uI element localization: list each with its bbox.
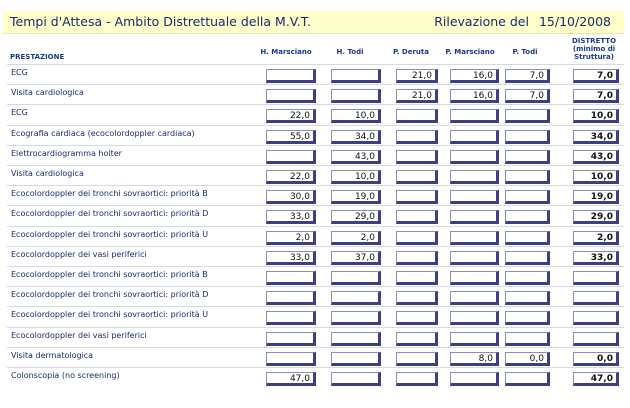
p-deruta-field[interactable]: [396, 291, 438, 305]
p-marsciano-field[interactable]: [450, 332, 499, 346]
p-deruta-field[interactable]: [396, 251, 438, 265]
distretto-field[interactable]: 47,0: [573, 372, 619, 386]
column-header-prestazione: PRESTAZIONE: [10, 53, 65, 61]
p-marsciano-field[interactable]: [450, 150, 499, 164]
p-marsciano-field[interactable]: [450, 372, 499, 386]
p-marsciano-field[interactable]: [450, 170, 499, 184]
prestazione-label: Ecocolordoppler dei tronchi sovraortici: priorità U: [11, 310, 209, 320]
table-row: [7, 205, 624, 226]
prestazione-label: Visita dermatologica: [11, 350, 94, 360]
p-deruta-field[interactable]: [396, 170, 438, 184]
prestazione-label: Ecocolordoppler dei tronchi sovraortici: priorità D: [11, 209, 209, 219]
h-todi-field[interactable]: 10,0: [331, 109, 381, 123]
h-todi-field[interactable]: [331, 89, 381, 103]
p-todi-field[interactable]: 0,0: [505, 352, 550, 366]
distretto-field[interactable]: 34,0: [573, 130, 619, 144]
column-header-p-marsciano: P. Marsciano: [445, 48, 495, 56]
h-todi-field[interactable]: [331, 372, 381, 386]
p-marsciano-field[interactable]: [450, 231, 499, 245]
p-marsciano-field[interactable]: [450, 210, 499, 224]
survey-info: [434, 14, 611, 29]
p-todi-field[interactable]: [505, 251, 550, 265]
p-deruta-field[interactable]: [396, 190, 438, 204]
p-marsciano-field[interactable]: [450, 251, 499, 265]
table-row: [7, 125, 624, 146]
p-todi-field[interactable]: 7,0: [505, 69, 550, 83]
h-marsciano-field[interactable]: 33,0: [266, 210, 316, 224]
column-header-distretto: [568, 37, 620, 61]
h-marsciano-field[interactable]: [266, 311, 316, 325]
distretto-field[interactable]: [573, 332, 619, 346]
prestazione-label: Ecocolordoppler dei tronchi sovraortici: priorità B: [11, 270, 208, 279]
p-deruta-field[interactable]: [396, 311, 438, 325]
h-marsciano-field[interactable]: [266, 271, 316, 285]
column-header-p-todi: P. Todi: [512, 48, 538, 56]
h-marsciano-field[interactable]: [266, 352, 316, 366]
p-marsciano-field[interactable]: [450, 311, 499, 325]
p-deruta-field[interactable]: [396, 130, 438, 144]
p-marsciano-field[interactable]: [450, 190, 499, 204]
prestazione-label: Ecografia cardiaca (ecocolordoppler cardiaca): [11, 128, 195, 138]
p-deruta-field[interactable]: 21,0: [396, 69, 438, 83]
survey-date: 15/10/2008: [538, 14, 611, 29]
p-todi-field[interactable]: [505, 190, 550, 204]
h-todi-field[interactable]: [331, 352, 381, 366]
prestazione-label: Visita cardiologica: [11, 169, 84, 178]
table-row: [7, 347, 624, 368]
h-todi-field[interactable]: [331, 311, 381, 325]
distretto-field[interactable]: 19,0: [573, 190, 619, 204]
p-marsciano-field[interactable]: [450, 109, 499, 123]
table-row: [7, 286, 624, 307]
p-todi-field[interactable]: [505, 231, 550, 245]
h-marsciano-field[interactable]: [266, 89, 316, 103]
h-marsciano-field[interactable]: [266, 150, 316, 164]
distretto-field[interactable]: 29,0: [573, 210, 619, 224]
p-todi-field[interactable]: [505, 130, 550, 144]
h-marsciano-field[interactable]: [266, 69, 316, 83]
h-todi-field[interactable]: [331, 332, 381, 346]
h-marsciano-field[interactable]: 22,0: [266, 109, 316, 123]
distretto-field[interactable]: [573, 271, 619, 285]
prestazione-label: Visita cardiologica: [11, 88, 84, 98]
p-todi-field[interactable]: [505, 210, 550, 224]
distretto-field[interactable]: 43,0: [573, 150, 619, 164]
h-todi-field[interactable]: 43,0: [331, 150, 381, 164]
p-marsciano-field[interactable]: 16,0: [450, 89, 499, 103]
h-marsciano-field[interactable]: 30,0: [266, 190, 316, 204]
table-row: [7, 266, 624, 287]
h-marsciano-field[interactable]: 33,0: [266, 251, 316, 265]
p-marsciano-field[interactable]: [450, 291, 499, 305]
p-todi-field[interactable]: [505, 332, 550, 346]
p-todi-field[interactable]: [505, 271, 550, 285]
p-marsciano-field[interactable]: [450, 130, 499, 144]
page-title: Tempi d'Attesa - Ambito Distrettuale della M.V.T.: [10, 14, 311, 29]
distretto-field[interactable]: [573, 291, 619, 305]
h-todi-field[interactable]: 10,0: [331, 170, 381, 184]
p-todi-field[interactable]: [505, 291, 550, 305]
p-todi-field[interactable]: [505, 109, 550, 123]
distretto-field[interactable]: 10,0: [573, 109, 619, 123]
survey-label: Rilevazione del: [434, 14, 529, 29]
column-header-p-deruta: P. Deruta: [392, 48, 429, 56]
p-deruta-field[interactable]: [396, 109, 438, 123]
p-deruta-field[interactable]: [396, 352, 438, 366]
p-marsciano-field[interactable]: 16,0: [450, 69, 499, 83]
h-todi-field[interactable]: 29,0: [331, 210, 381, 224]
prestazione-label: Ecocolordoppler dei vasi periferici: [11, 249, 147, 259]
h-todi-field[interactable]: 34,0: [331, 130, 381, 144]
p-deruta-field[interactable]: [396, 231, 438, 245]
prestazione-label: Ecocolordoppler dei tronchi sovraortici: priorità D: [11, 290, 209, 300]
h-todi-field[interactable]: 2,0: [331, 231, 381, 245]
distretto-field[interactable]: [573, 311, 619, 325]
p-todi-field[interactable]: [505, 150, 550, 164]
h-todi-field[interactable]: 19,0: [331, 190, 381, 204]
prestazione-label: Ecocolordoppler dei tronchi sovraortici: priorità B: [11, 189, 208, 199]
p-deruta-field[interactable]: [396, 150, 438, 164]
table-row: [7, 165, 624, 186]
h-todi-field[interactable]: 37,0: [331, 251, 381, 265]
prestazione-label: Ecocolordoppler dei tronchi sovraortici: priorità U: [11, 229, 209, 239]
table-row: [7, 226, 624, 247]
p-marsciano-field[interactable]: 8,0: [450, 352, 499, 366]
distretto-field[interactable]: 33,0: [573, 251, 619, 265]
p-todi-field[interactable]: 7,0: [505, 89, 550, 103]
h-todi-field[interactable]: [331, 69, 381, 83]
h-marsciano-field[interactable]: [266, 332, 316, 346]
table-row: [7, 327, 624, 348]
table-row: [7, 185, 624, 206]
prestazione-label: Elettrocardiogramma holter: [11, 148, 122, 158]
table-row: [7, 145, 624, 166]
prestazione-label: Ecocolordoppler dei vasi periferici: [11, 330, 147, 340]
table-row: [7, 367, 624, 388]
p-deruta-field[interactable]: [396, 210, 438, 224]
distretto-field[interactable]: 2,0: [573, 231, 619, 245]
distretto-field[interactable]: 0,0: [573, 352, 619, 366]
h-marsciano-field[interactable]: [266, 291, 316, 305]
h-marsciano-field[interactable]: 22,0: [266, 170, 316, 184]
prestazione-label: Colonscopia (no screening): [11, 371, 120, 380]
p-todi-field[interactable]: [505, 372, 550, 386]
p-todi-field[interactable]: [505, 170, 550, 184]
column-header-h-marsciano: H. Marsciano: [260, 48, 312, 56]
p-deruta-field[interactable]: [396, 332, 438, 346]
p-deruta-field[interactable]: [396, 372, 438, 386]
distretto-line-2: (minimo di: [572, 45, 616, 53]
table-row: [7, 104, 624, 125]
distretto-field[interactable]: 10,0: [573, 170, 619, 184]
prestazione-label: ECG: [11, 108, 28, 118]
table-row: [7, 306, 624, 327]
table-row: [7, 246, 624, 267]
distretto-field[interactable]: 7,0: [573, 89, 619, 103]
p-marsciano-field[interactable]: [450, 271, 499, 285]
distretto-line-3: Struttura): [574, 53, 614, 61]
h-marsciano-field[interactable]: 2,0: [266, 231, 316, 245]
h-todi-field[interactable]: [331, 291, 381, 305]
table-row: [7, 64, 624, 85]
h-marsciano-field[interactable]: 47,0: [266, 372, 316, 386]
p-deruta-field[interactable]: 21,0: [396, 89, 438, 103]
p-deruta-field[interactable]: [396, 271, 438, 285]
distretto-field[interactable]: 7,0: [573, 69, 619, 83]
h-marsciano-field[interactable]: 55,0: [266, 130, 316, 144]
title-bar: [3, 11, 624, 34]
prestazione-label: ECG: [11, 68, 28, 77]
h-todi-field[interactable]: [331, 271, 381, 285]
p-todi-field[interactable]: [505, 311, 550, 325]
table-row: [7, 84, 624, 105]
column-header-h-todi: H. Todi: [336, 48, 364, 56]
distretto-line-1: DISTRETTO: [571, 37, 617, 45]
